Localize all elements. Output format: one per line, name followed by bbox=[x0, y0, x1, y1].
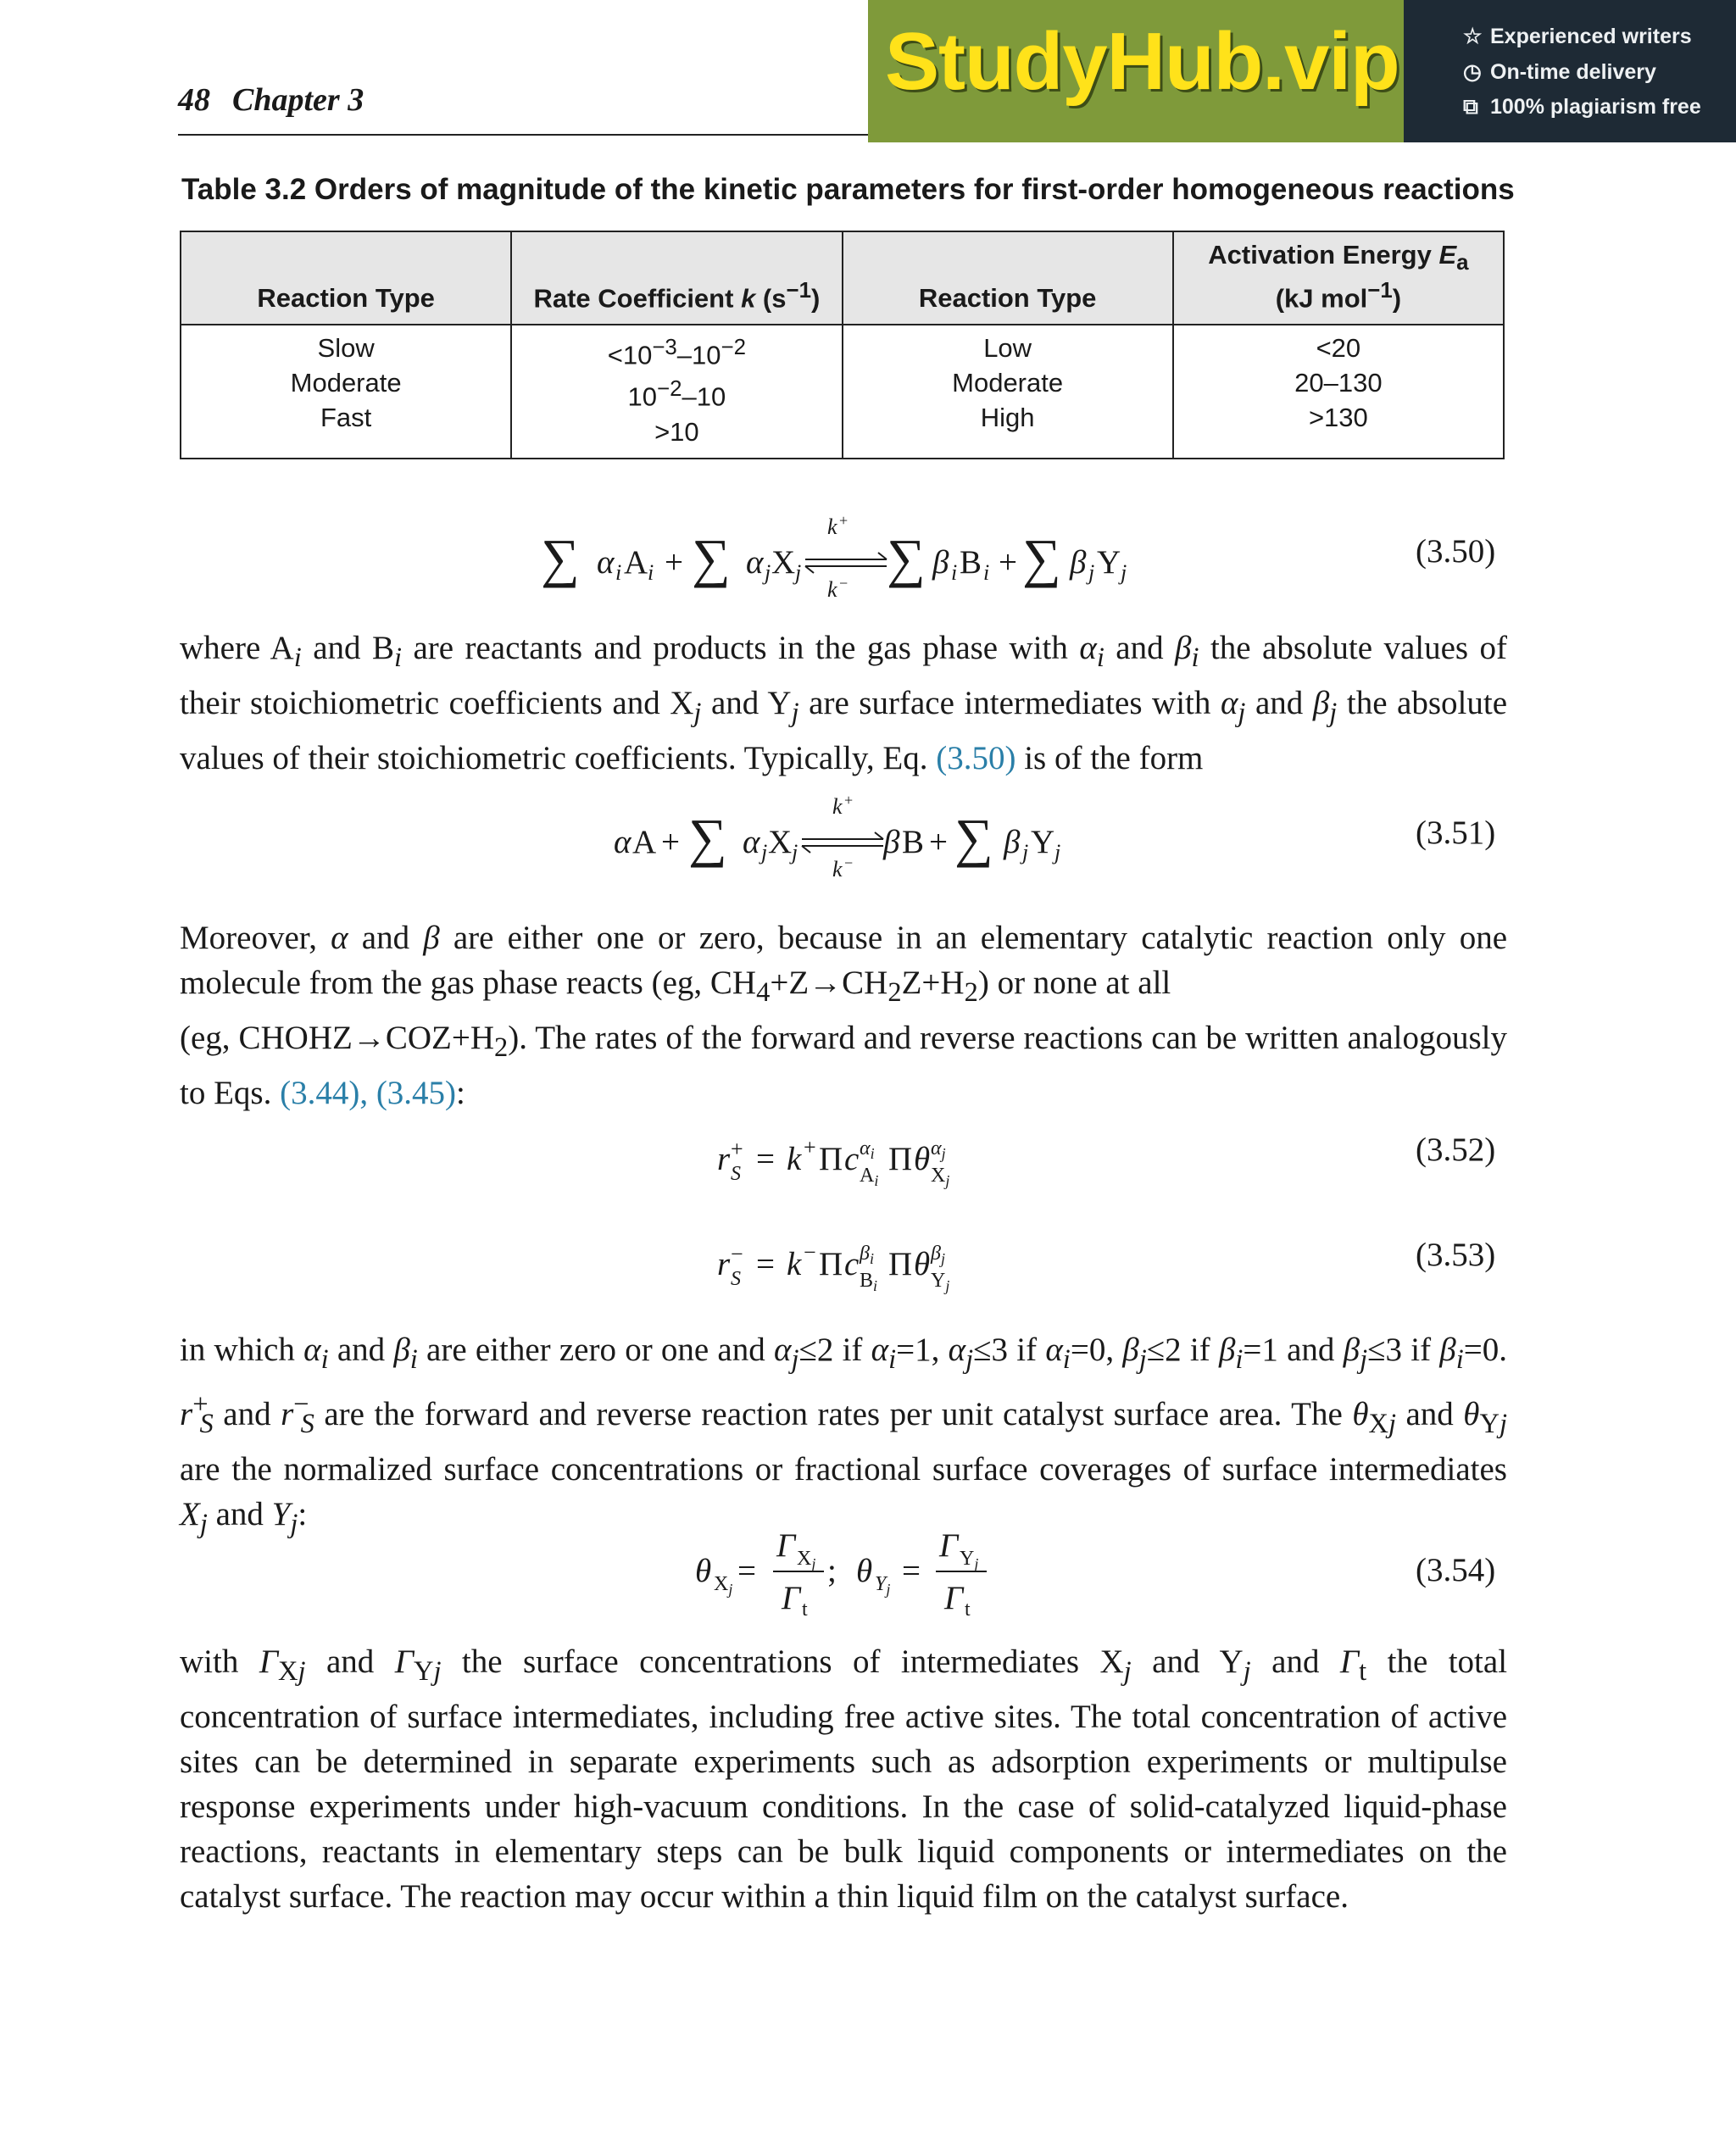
svg-text:θ: θ bbox=[914, 1246, 931, 1282]
banner-features bbox=[1404, 0, 1736, 142]
cell-activation-energy: <20 20–130 >130 bbox=[1173, 325, 1504, 459]
svg-text:i: i bbox=[648, 560, 654, 585]
svg-text:Π: Π bbox=[888, 1141, 913, 1177]
svg-text:∑: ∑ bbox=[887, 528, 926, 588]
svg-text:i: i bbox=[615, 560, 622, 585]
col-header-reaction-type-2: Reaction Type bbox=[843, 231, 1173, 325]
svg-text:Π: Π bbox=[819, 1246, 843, 1282]
svg-text:α: α bbox=[746, 544, 764, 581]
svg-text:Yj: $Y_j$ bbox=[931, 1270, 950, 1294]
copy-icon: ⧉ bbox=[1463, 95, 1478, 119]
svg-text:k: k bbox=[827, 514, 837, 539]
svg-text:Xj: $X_j$ bbox=[931, 1165, 950, 1189]
svg-text:S: S bbox=[731, 1163, 741, 1185]
feature-ontime: ◷ On-time delivery bbox=[1463, 60, 1656, 84]
svg-text:+: + bbox=[839, 512, 849, 529]
star-icon: ☆ bbox=[1463, 25, 1483, 48]
svg-text:−: − bbox=[839, 575, 849, 592]
svg-text:j: j bbox=[1054, 840, 1061, 865]
svg-text:t: t bbox=[965, 1599, 971, 1621]
cell-rate-coefficient: $<10^{-3}-10^{-2}$ $10^{-2}-10$ >10 bbox=[511, 325, 842, 459]
paragraph-2: Moreover, α and β are either one or zero, because in an elementary catalytic reaction only one molecule from the gas phase reacts (eg, $CH_4+Z\to CH_2Z+H_2$) or none at all (eg, $CHOHZ\to COZ+H_2$). The rates of the forward and reverse reactions can be written analogously to Eqs. (3.44), (3.45): bbox=[180, 920, 1508, 1111]
table-caption: Table 3.2 Orders of magnitude of the kinetic parameters for first-order homogeneous reactions bbox=[181, 173, 1515, 206]
svg-text:+: + bbox=[661, 824, 680, 860]
svg-text:i: i bbox=[983, 560, 990, 585]
svg-text:r: r bbox=[717, 1246, 731, 1282]
svg-text:Xj: $X_j$ bbox=[797, 1548, 816, 1572]
svg-text:A: A bbox=[632, 824, 657, 860]
svg-text:;: ; bbox=[827, 1553, 837, 1589]
svg-text:A: A bbox=[624, 544, 648, 581]
svg-text:c: c bbox=[844, 1246, 860, 1282]
svg-text:αi: $\alpha_i$ bbox=[860, 1137, 875, 1162]
equation-3-53 bbox=[0, 1224, 1356, 1309]
svg-text:θ: θ bbox=[695, 1553, 712, 1589]
svg-text:+: + bbox=[731, 1137, 743, 1161]
paragraph-4-tail: The total concentration of active sites can be determined in separate experiments such as adsorption experiments or multipulse response experiments under high-vacuum conditions. In the case of solid-catalyzed liquid-phase reactions, reactants in elementary steps can be bulk liquid components or intermediates on the catalyst surface. The reaction may occur within a thin liquid film on the catalyst surface. bbox=[180, 1698, 1508, 1915]
equation-number: (3.51) bbox=[1416, 815, 1496, 851]
svg-text:Γ: Γ bbox=[939, 1527, 959, 1564]
svg-text:=: = bbox=[902, 1553, 921, 1589]
svg-text:Bi: $B_i$ bbox=[860, 1270, 878, 1294]
feature-plagiarism: ⧉ 100% plagiarism free bbox=[1463, 95, 1701, 119]
svg-text:j: j bbox=[792, 840, 798, 865]
page-number: 48 bbox=[178, 82, 210, 118]
equation-number: (3.50) bbox=[1416, 533, 1496, 570]
svg-text:j: j bbox=[795, 560, 802, 585]
eq-link-3-44-3-45[interactable]: (3.44), (3.45) bbox=[280, 1074, 457, 1111]
banner-logo-area[interactable] bbox=[868, 0, 1404, 142]
studyhub-banner[interactable] bbox=[868, 0, 1736, 142]
svg-text:k: k bbox=[787, 1246, 802, 1282]
svg-text:βj: $\beta_j$ bbox=[931, 1243, 945, 1267]
kinetic-parameters-table bbox=[180, 231, 1505, 459]
svg-text:Π: Π bbox=[888, 1246, 913, 1282]
col-header-rate-coefficient: Rate Coefficient k $(s^{-1})$ bbox=[511, 231, 842, 325]
svg-text:X: X bbox=[771, 544, 796, 581]
svg-text:α: α bbox=[614, 824, 632, 860]
svg-text:α: α bbox=[597, 544, 615, 581]
svg-text:+: + bbox=[999, 544, 1017, 581]
svg-text:Yj: $Y_j$ bbox=[875, 1573, 891, 1598]
svg-text:β: β bbox=[1004, 824, 1021, 860]
equation-number: (3.53) bbox=[1416, 1237, 1496, 1273]
svg-text:+: + bbox=[929, 824, 948, 860]
svg-text:∑: ∑ bbox=[541, 528, 580, 588]
equation-3-51 bbox=[0, 788, 1356, 890]
equation-3-52 bbox=[0, 1119, 1356, 1204]
svg-text:θ: θ bbox=[914, 1141, 931, 1177]
svg-text:∑: ∑ bbox=[1022, 528, 1061, 588]
svg-text:β: β bbox=[883, 824, 900, 860]
svg-text:=: = bbox=[756, 1141, 775, 1177]
svg-text:S: S bbox=[731, 1268, 741, 1290]
svg-text:+: + bbox=[665, 544, 683, 581]
equation-3-50 bbox=[0, 509, 1356, 610]
svg-text:Γ: Γ bbox=[776, 1527, 796, 1564]
svg-text:B: B bbox=[902, 824, 925, 860]
svg-text:Γ: Γ bbox=[944, 1580, 964, 1616]
paragraph-3: in which $\alpha_i$ and $\beta_i$ are either zero or one and $\alpha_j\le 2$ if $\alpha_i=1$, $\alpha_j\le 3$ if $\alpha_i=0$, $\beta_j\le 2$ if $\beta_i=1$ and $\beta_j\le 3$ if $\beta_i=0$. $r^+_S$ and $r^-_S$ are the forward and reverse reaction rates per unit catalyst surface area. The $\theta_{Xj}$ and $\theta_{Yj}$ are the normalized surface concentrations or fractional surface coverages of surface intermediates $X_j$ and $Y_j$: bbox=[180, 1332, 1508, 1539]
running-header bbox=[178, 81, 364, 119]
chapter-title: Chapter 3 bbox=[232, 82, 364, 118]
eq-link-3-50[interactable]: (3.50) bbox=[936, 739, 1016, 776]
svg-text:Yj: $Y_j$ bbox=[960, 1548, 979, 1572]
svg-text:Y: Y bbox=[1097, 544, 1121, 581]
svg-text:βi: $\beta_i$ bbox=[860, 1243, 874, 1267]
svg-text:−: − bbox=[731, 1242, 743, 1266]
svg-text:r: r bbox=[717, 1141, 731, 1177]
svg-text:=: = bbox=[737, 1553, 756, 1589]
table-row bbox=[181, 325, 1504, 459]
svg-text:∑: ∑ bbox=[688, 808, 727, 868]
feature-experienced: ☆ Experienced writers bbox=[1463, 25, 1692, 48]
svg-text:+: + bbox=[804, 1135, 816, 1159]
clock-icon: ◷ bbox=[1463, 60, 1482, 84]
svg-text:β: β bbox=[1070, 544, 1087, 581]
svg-text:θ: θ bbox=[856, 1553, 873, 1589]
svg-text:t: t bbox=[802, 1599, 808, 1621]
svg-text:k: k bbox=[787, 1141, 802, 1177]
banner-logo[interactable]: StudyHub.vip bbox=[885, 16, 1399, 107]
paragraph-4: with $\Gamma_{Xj}$ and $\Gamma_{Yj}$ the surface concentrations of intermediates $X_j$ and $Y_j$ and $\Gamma_t$ the total concentration of surface intermediates, including free active sites. The total concentration of active sites can be determined in separate experiments such as adsorption experiments or multipulse response experiments under high-vacuum conditions. In the case of solid-catalyzed liquid-phase reactions, reactants in elementary steps can be bulk liquid components or intermediates on the catalyst surface. The reaction may occur within a thin liquid film on the catalyst surface. bbox=[180, 1643, 1508, 1915]
equation-number: (3.52) bbox=[1416, 1132, 1496, 1168]
table-header-row bbox=[181, 231, 1504, 325]
svg-text:−: − bbox=[844, 854, 854, 871]
col-header-activation-energy: Activation Energy $E_a$ (kJ mol$^{-1}$) bbox=[1173, 231, 1504, 325]
svg-text:j: j bbox=[1022, 840, 1029, 865]
svg-text:Ai: $A_i$ bbox=[860, 1165, 879, 1189]
svg-text:∑: ∑ bbox=[954, 808, 993, 868]
cell-reaction-type: Slow Moderate Fast bbox=[181, 325, 511, 459]
cell-reaction-type-2: Low Moderate High bbox=[843, 325, 1173, 459]
svg-text:k: k bbox=[832, 857, 843, 881]
svg-text:j: j bbox=[761, 840, 768, 865]
paragraph-1: where $A_i$ and $B_i$ are reactants and products in the gas phase with $\alpha_i$ and $\beta_i$ the absolute values of their stoichiometric coefficients and $X_j$ and $Y_j$ are surface intermediates with $\alpha_j$ and $\beta_j$ the absolute values of their stoichiometric coefficients. Typically, Eq. (3.50) is of the form bbox=[180, 630, 1508, 776]
svg-text:k: k bbox=[827, 577, 837, 602]
svg-text:j: j bbox=[765, 560, 771, 585]
svg-text:Xj: $X_j$ bbox=[714, 1573, 733, 1598]
svg-text:B: B bbox=[960, 544, 982, 581]
svg-text:β: β bbox=[932, 544, 949, 581]
svg-text:−: − bbox=[804, 1240, 816, 1265]
svg-text:X: X bbox=[768, 824, 793, 860]
svg-text:+: + bbox=[844, 792, 854, 809]
svg-text:c: c bbox=[844, 1141, 860, 1177]
col-header-reaction-type: Reaction Type bbox=[181, 231, 511, 325]
equation-number: (3.54) bbox=[1416, 1552, 1496, 1588]
svg-text:j: j bbox=[1088, 560, 1095, 585]
svg-text:∑: ∑ bbox=[692, 528, 731, 588]
svg-text:i: i bbox=[951, 560, 958, 585]
svg-text:Y: Y bbox=[1031, 824, 1055, 860]
svg-text:=: = bbox=[756, 1246, 775, 1282]
equation-3-54 bbox=[0, 1521, 1356, 1631]
svg-text:α: α bbox=[743, 824, 760, 860]
svg-text:j: j bbox=[1121, 560, 1127, 585]
svg-text:Π: Π bbox=[819, 1141, 843, 1177]
svg-text:Γ: Γ bbox=[782, 1580, 801, 1616]
svg-text:αj: $\alpha_j$ bbox=[931, 1137, 946, 1162]
svg-text:k: k bbox=[832, 794, 843, 819]
